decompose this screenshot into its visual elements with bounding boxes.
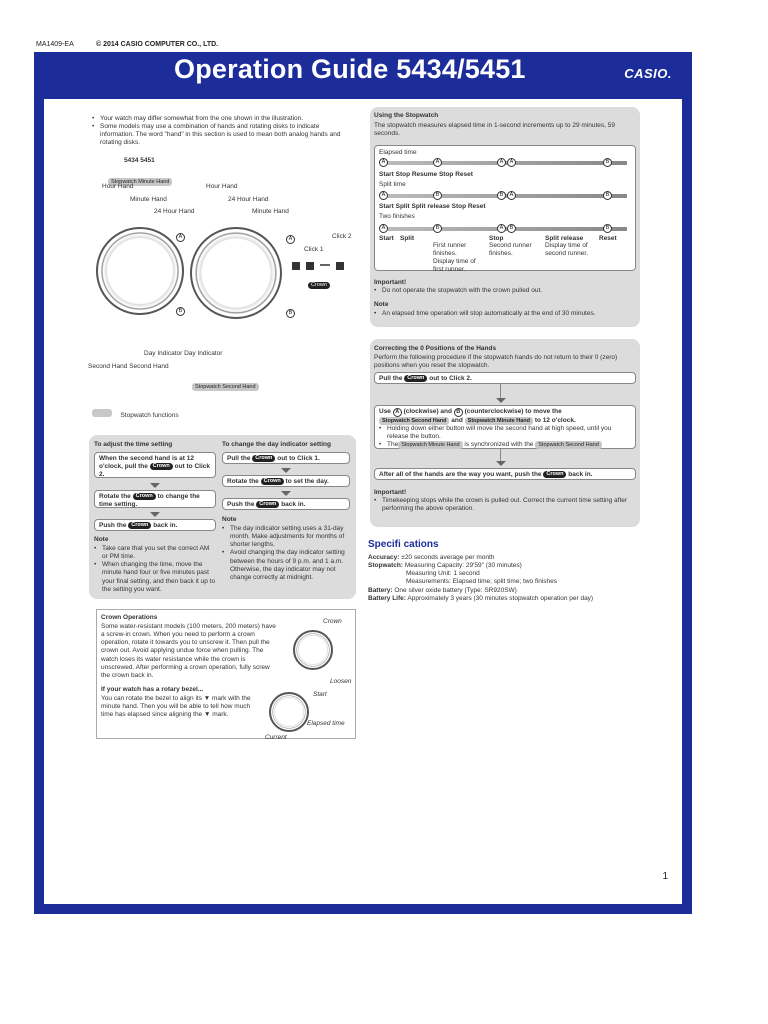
specs-title: Specifi cations — [368, 539, 439, 550]
stopwatch-minute-hand-tag: Stopwatch Minute Hand — [108, 170, 172, 188]
two-first: First runner finishes. Display time of first runner. — [433, 242, 476, 274]
legend-label: Stopwatch functions — [120, 412, 179, 419]
label-day-indicator: Day Indicator Day Indicator — [144, 350, 223, 357]
button-a-label: A — [176, 233, 185, 242]
stopwatch-desc: The stopwatch measures elapsed time in 1-second increments up to 29 minutes, 59 seconds. — [374, 122, 615, 138]
stopwatch-important: • Do not operate the stopwatch with the crown pulled out. — [374, 287, 632, 295]
time-notes — [94, 545, 216, 594]
button-b-label: B — [286, 309, 295, 318]
correcting-panel — [370, 339, 640, 527]
split-row: A B B A B — [379, 191, 629, 203]
time-note: • When changing the time, move the minute hand four or five minutes past your final setting, and then back it up to the setting you want. — [94, 561, 216, 594]
top-meta — [36, 41, 219, 48]
label-click2: Click 2 — [332, 233, 352, 240]
intro-bullet: • Some models may use a combination of hands and rotating disks to indicate information. The word "hand" in this section is used to mean both analog hands and rotating disks. — [92, 123, 352, 147]
two-stop: Stop — [489, 235, 504, 242]
stopwatch-panel — [370, 107, 640, 327]
spec-value: Measurements: Elapsed time; split time; two finishes — [406, 578, 558, 586]
label-hour-hand-1: Hour Hand — [102, 183, 134, 190]
label-click1: Click 1 — [304, 246, 324, 253]
split-steps: Start Split Split release Stop Reset — [379, 203, 486, 210]
two-start: Start — [379, 235, 394, 242]
two-reset: Reset — [599, 235, 617, 242]
crown-watch-image — [293, 630, 333, 670]
label-minute-hand-1: Minute Hand — [130, 196, 167, 203]
elapsed-row: A A A A B — [379, 158, 629, 170]
legend — [92, 404, 179, 422]
page-body — [44, 99, 682, 904]
correct-step-1: Pull the Crown out to Click 2. — [374, 372, 636, 384]
page-frame — [34, 52, 692, 914]
bezel-text: You can rotate the bezel to align its ▼ mark with the minute hand. Then you will be able to tell how much time has elapsed since aligning the ▼ mark. — [101, 695, 251, 719]
watch-illustration — [84, 157, 364, 390]
two-row: A B A B B — [379, 224, 629, 236]
correct-step-2: Use A (clockwise) and B (counterclockwise) to move the Stopwatch Second Hand and Stopwatch Minute Hand to 12 o'clock. • Holding down either button will move the second hand at high speed, until you release the button. • The Stopwatch Minute Hand is synchronized with the Stopwatch Second Hand — [374, 405, 636, 449]
correcting-title: Correcting the 0 Positions of the Hands — [374, 345, 497, 352]
correcting-important-title: Important! — [374, 489, 407, 496]
watch-5434-image — [96, 227, 184, 315]
page-title: Operation Guide 5434/5451 — [174, 54, 526, 84]
loosen-label: Loosen — [330, 678, 352, 685]
time-note-title: Note — [94, 536, 109, 543]
watch-5451-image — [190, 227, 282, 319]
label-hour-hand-2: Hour Hand — [206, 183, 238, 190]
crown-label: Crown — [323, 618, 342, 625]
correcting-important: • Timekeeping stops while the crown is pulled out. Correct the current time setting after performing the above operation. — [374, 497, 632, 513]
time-setting-title: To adjust the time setting — [94, 441, 173, 448]
correct-step-3: After all of the hands are the way you want, push the Crown back in. — [374, 468, 636, 480]
stopwatch-diagram — [374, 145, 636, 274]
brand-logo: CASIO. — [624, 66, 672, 81]
crown-ops-panel — [96, 609, 356, 739]
elapsed-title: Elapsed time — [379, 149, 417, 156]
time-step-1: When the second hand is at 12 o'clock, pull the Crown out to Click 2. — [94, 452, 216, 478]
crown-ops-title: Crown Operations — [101, 614, 158, 621]
time-step-3: Push the Crown back in. — [94, 519, 216, 531]
copyright: © 2014 CASIO COMPUTER CO., LTD. — [96, 41, 219, 48]
button-b-label: B — [176, 307, 185, 316]
doc-code: MA1409-EA — [36, 41, 74, 48]
spec-label: Stopwatch: — [368, 562, 404, 570]
spec-value: ±20 seconds average per month — [401, 554, 495, 561]
correcting-desc: Perform the following procedure if the stopwatch hands do not return to their 0 (zero) positions when you reset the stopwatch. — [374, 354, 618, 370]
elapsed-steps: Start Stop Resume Stop Reset — [379, 171, 473, 178]
crown-tag: Crown — [308, 277, 330, 295]
day-notes — [222, 525, 350, 582]
stopwatch-note-title: Note — [374, 301, 389, 308]
current-label: Current — [265, 734, 287, 741]
time-step-2: Rotate the Crown to change the time setting. — [94, 490, 216, 508]
time-note: • Take care that you set the correct AM or PM time. — [94, 545, 216, 561]
two-title: Two finishes — [379, 213, 415, 220]
spec-label: Battery Life: — [368, 594, 406, 602]
crown-diagram — [292, 260, 348, 270]
day-note: • The day indicator setting uses a 31-day month. Make adjustments for months of shorter lengths. — [222, 525, 350, 549]
intro-bullet: • Your watch may differ somewhat from the one shown in the illustration. — [92, 115, 352, 123]
stopwatch-important-title: Important! — [374, 279, 407, 286]
page-number: 1 — [662, 871, 668, 882]
spec-value: One silver oxide battery (Type: SR920SW) — [394, 586, 517, 594]
bezel-title: If your watch has a rotary bezel... — [101, 686, 204, 693]
two-split: Split — [400, 235, 415, 242]
spec-label: Accuracy: — [368, 554, 400, 561]
label-minute-hand-2: Minute Hand — [252, 208, 289, 215]
spec-label: Battery: — [368, 586, 393, 594]
label-24hour-hand-1: 24 Hour Hand — [154, 208, 195, 215]
spec-value: Measuring Unit: 1 second — [406, 570, 480, 578]
day-step-1: Pull the Crown out to Click 1. — [222, 452, 350, 464]
two-second: Second runner finishes. — [489, 242, 532, 258]
split-title: Split time — [379, 181, 406, 188]
button-a-label: A — [286, 235, 295, 244]
start-label: Start — [313, 691, 327, 698]
two-release: Split release — [545, 235, 584, 242]
stopwatch-second-hand-tag: Stopwatch Second Hand — [192, 375, 259, 393]
two-release-desc: Display time of second runner. — [545, 242, 589, 258]
model-labels: 5434 5451 — [124, 157, 155, 164]
label-second-hand: Second Hand Second Hand — [88, 363, 169, 370]
label-24hour-hand-2: 24 Hour Hand — [228, 196, 269, 203]
day-note-title: Note — [222, 516, 237, 523]
correct-bullet: • The Stopwatch Minute Hand is synchronized with the Stopwatch Second Hand — [379, 441, 631, 449]
day-note: • Avoid changing the day indicator setting between the hours of 9 p.m. and 1 a.m. Otherwise, the day indicator may not change correctly at midnight. — [222, 549, 350, 582]
spec-value: Measuring Capacity: 29'59" (30 minutes) — [404, 562, 522, 570]
crown-ops-text: Some water-resistant models (100 meters, 200 meters) have a screw-in crown. When you need to perform a crown operation, rotate it towards you to unscrew it. Then pull the crown out. Avoid applying undue force when pulling. The watch loses its water resistance while the crown is unscrewed. After performing a crown operation, fully screw the crown back in. — [101, 623, 276, 679]
correct-bullet: • Holding down either button will move the second hand at high speed, until you release the button. — [379, 425, 631, 441]
day-step-3: Push the Crown back in. — [222, 498, 350, 510]
intro-bullets — [92, 115, 352, 148]
bezel-watch-image — [269, 692, 309, 732]
stopwatch-note: • An elapsed time operation will stop automatically at the end of 30 minutes. — [374, 310, 632, 318]
stopwatch-title: Using the Stopwatch — [374, 112, 439, 119]
time-setting-panel — [89, 435, 356, 599]
spec-value: Approximately 3 years (30 minutes stopwatch operation per day) — [407, 594, 594, 602]
elapsed-label: Elapsed time — [307, 720, 345, 727]
specifications — [368, 539, 658, 603]
day-setting-title: To change the day indicator setting — [222, 441, 331, 448]
day-step-2: Rotate the Crown to set the day. — [222, 475, 350, 487]
